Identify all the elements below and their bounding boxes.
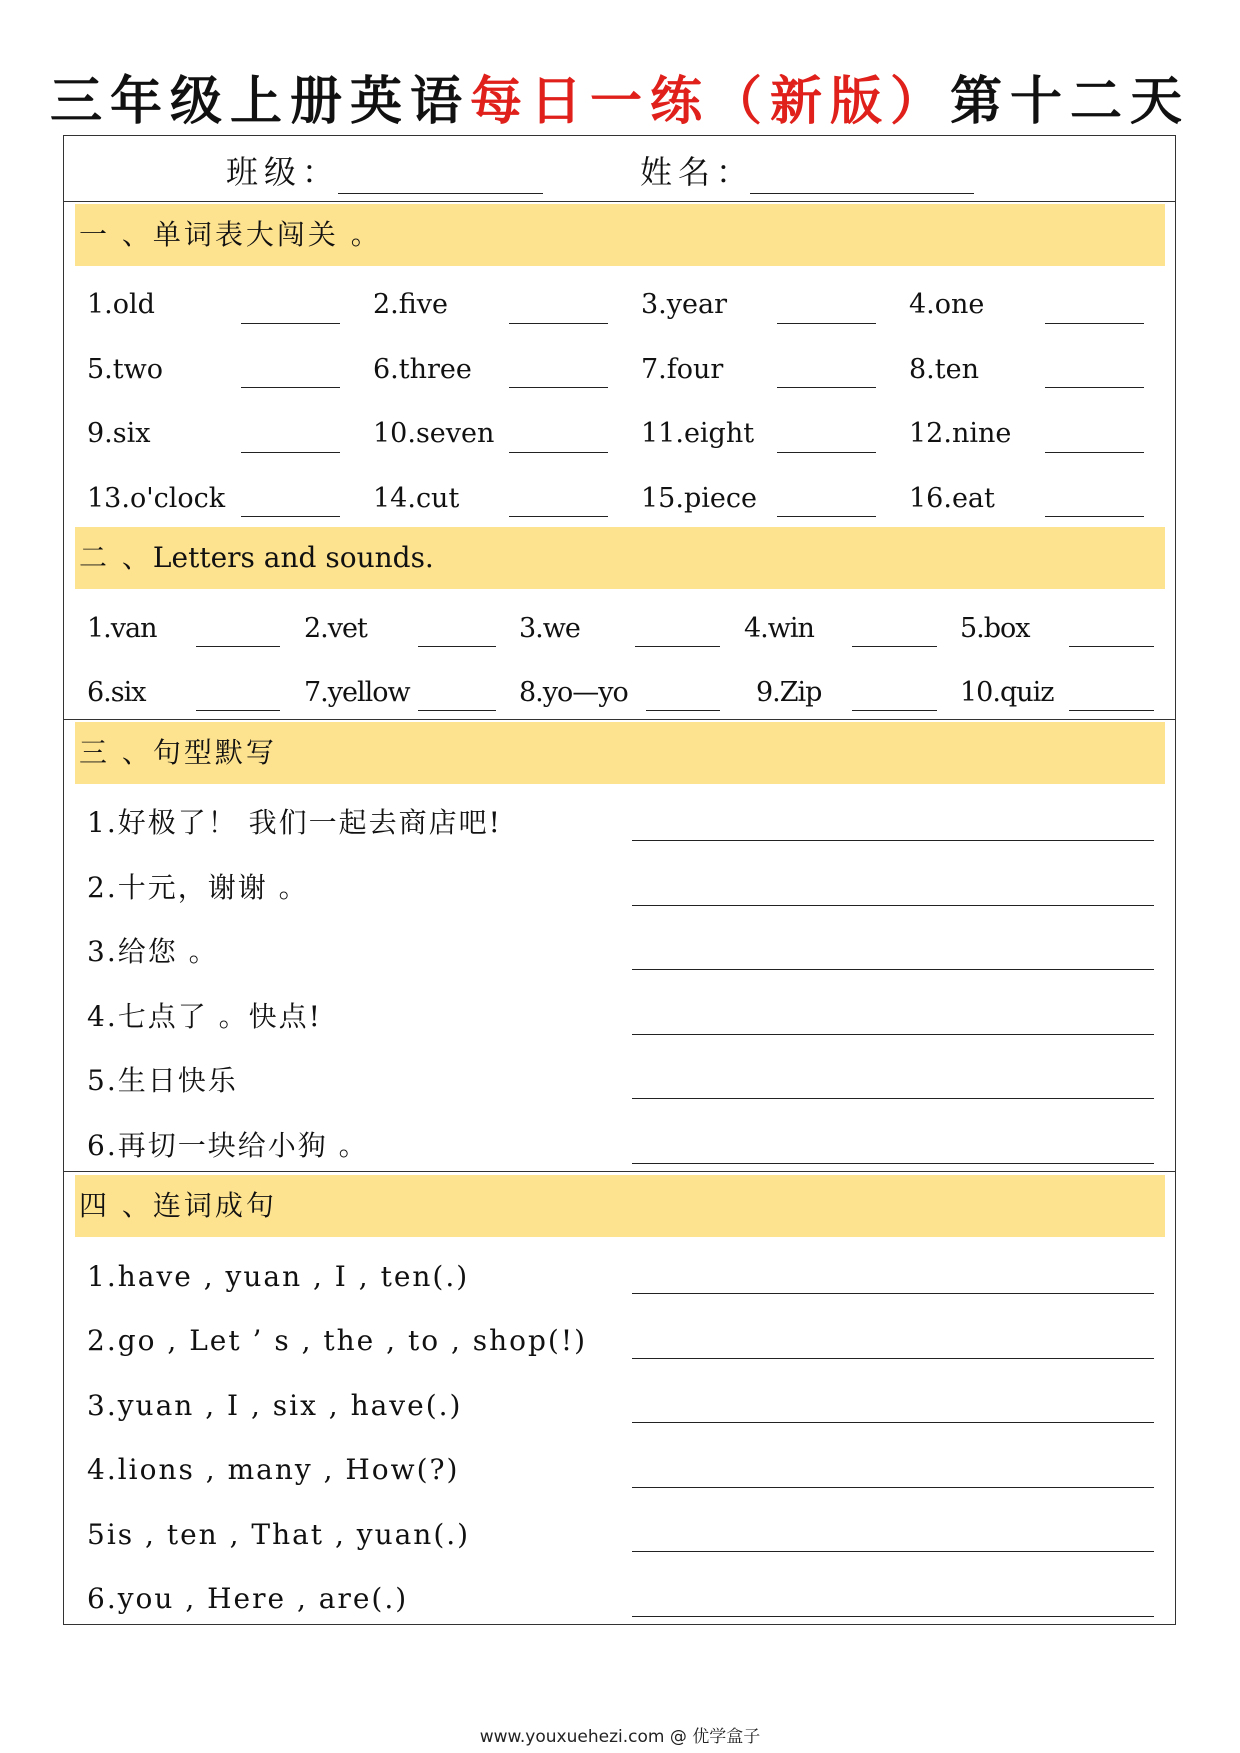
answer-blank[interactable] [777, 452, 876, 453]
title-part-2: 每日一练（新版） [469, 72, 950, 132]
answer-blank[interactable] [646, 710, 720, 711]
sound-item: 10.quiz [960, 677, 1054, 708]
answer-blank[interactable] [418, 710, 496, 711]
section-4-heading: 四 、连词成句 [75, 1175, 1165, 1237]
word-item: 4.one [909, 289, 985, 320]
page-title [0, 62, 1240, 142]
answer-blank[interactable] [509, 323, 608, 324]
sentence-item: 6.you , Here , are(.) [87, 1582, 409, 1615]
sentence-item: 2.十元，谢谢 。 [87, 871, 309, 904]
divider [63, 719, 1176, 720]
title-part-1: 三年级上册英语 [49, 72, 470, 132]
answer-blank[interactable] [196, 646, 280, 647]
section-3-heading: 三 、句型默写 [75, 722, 1165, 784]
answer-blank[interactable] [1045, 452, 1144, 453]
answer-line[interactable] [632, 1034, 1154, 1035]
sound-item: 9.Zip [756, 677, 822, 708]
answer-blank[interactable] [241, 452, 340, 453]
answer-blank[interactable] [418, 646, 496, 647]
word-item: 7.four [641, 354, 724, 385]
answer-line[interactable] [632, 1293, 1154, 1294]
word-item: 15.piece [641, 483, 757, 514]
sentence-item: 4.lions , many , How(?) [87, 1453, 460, 1486]
sound-item: 6.six [87, 677, 146, 708]
divider [63, 201, 1176, 202]
answer-line[interactable] [632, 1487, 1154, 1488]
title-part-3: 第十二天 [950, 72, 1191, 132]
answer-line[interactable] [632, 1616, 1154, 1617]
sound-item: 4.win [744, 613, 814, 644]
word-item: 1.old [87, 289, 155, 320]
sound-item: 7.yellow [304, 677, 410, 708]
sound-item: 3.we [519, 613, 580, 644]
sentence-item: 4.七点了 。快点! [87, 1000, 322, 1033]
answer-line[interactable] [632, 1551, 1154, 1552]
answer-blank[interactable] [196, 710, 280, 711]
answer-blank[interactable] [1069, 710, 1154, 711]
class-label: 班级： [226, 153, 341, 191]
answer-blank[interactable] [777, 323, 876, 324]
word-item: 10.seven [373, 418, 495, 449]
section-1-heading: 一 、单词表大闯关 。 [75, 204, 1165, 266]
answer-line[interactable] [632, 1422, 1154, 1423]
answer-blank[interactable] [241, 387, 340, 388]
word-item: 12.nine [909, 418, 1012, 449]
divider [63, 1171, 1176, 1172]
answer-line[interactable] [632, 969, 1154, 970]
word-item: 6.three [373, 354, 472, 385]
sound-item: 8.yo—yo [519, 677, 628, 708]
footer-watermark: www.youxuehezi.com @ 优学盒子 [479, 1727, 761, 1747]
sentence-item: 3.yuan , I , six , have(.) [87, 1389, 463, 1422]
answer-blank[interactable] [852, 646, 937, 647]
answer-blank[interactable] [509, 516, 608, 517]
section-2-heading-text: Letters and sounds. [152, 541, 434, 574]
sentence-item: 1.have , yuan , I , ten(.) [87, 1260, 470, 1293]
answer-blank[interactable] [509, 387, 608, 388]
word-item: 5.two [87, 354, 163, 385]
name-label: 姓名： [640, 153, 755, 191]
answer-line[interactable] [632, 840, 1154, 841]
word-item: 13.o'clock [87, 483, 226, 514]
answer-blank[interactable] [635, 646, 720, 647]
name-field[interactable] [750, 193, 974, 194]
word-item: 11.eight [641, 418, 755, 449]
answer-blank[interactable] [1045, 516, 1144, 517]
sound-item: 1.van [87, 613, 157, 644]
sentence-item: 5is , ten , That , yuan(.) [87, 1518, 471, 1551]
word-item: 3.year [641, 289, 727, 320]
word-item: 2.five [373, 289, 449, 320]
sentence-item: 5.生日快乐 [87, 1064, 238, 1097]
answer-line[interactable] [632, 1358, 1154, 1359]
answer-line[interactable] [632, 905, 1154, 906]
answer-blank[interactable] [852, 710, 937, 711]
word-item: 9.six [87, 418, 151, 449]
section-2-heading-prefix: 二 、 [79, 541, 153, 574]
sentence-item: 6.再切一块给小狗 。 [87, 1129, 369, 1162]
answer-blank[interactable] [777, 516, 876, 517]
answer-blank[interactable] [1045, 323, 1144, 324]
sentence-item: 2.go , Let ’ s , the , to , shop(!) [87, 1324, 588, 1357]
sound-item: 2.vet [304, 613, 367, 644]
sentence-item: 3.给您 。 [87, 935, 219, 968]
sound-item: 5.box [960, 613, 1030, 644]
sentence-item: 1.好极了！ 我们一起去商店吧! [87, 806, 502, 839]
section-2-heading [75, 527, 1165, 589]
answer-blank[interactable] [1045, 387, 1144, 388]
word-item: 8.ten [909, 354, 979, 385]
answer-blank[interactable] [1069, 646, 1154, 647]
word-item: 16.eat [909, 483, 995, 514]
answer-line[interactable] [632, 1098, 1154, 1099]
class-field[interactable] [338, 193, 543, 194]
word-item: 14.cut [373, 483, 460, 514]
answer-blank[interactable] [241, 323, 340, 324]
answer-line[interactable] [632, 1163, 1154, 1164]
answer-blank[interactable] [509, 452, 608, 453]
answer-blank[interactable] [777, 387, 876, 388]
answer-blank[interactable] [241, 516, 340, 517]
